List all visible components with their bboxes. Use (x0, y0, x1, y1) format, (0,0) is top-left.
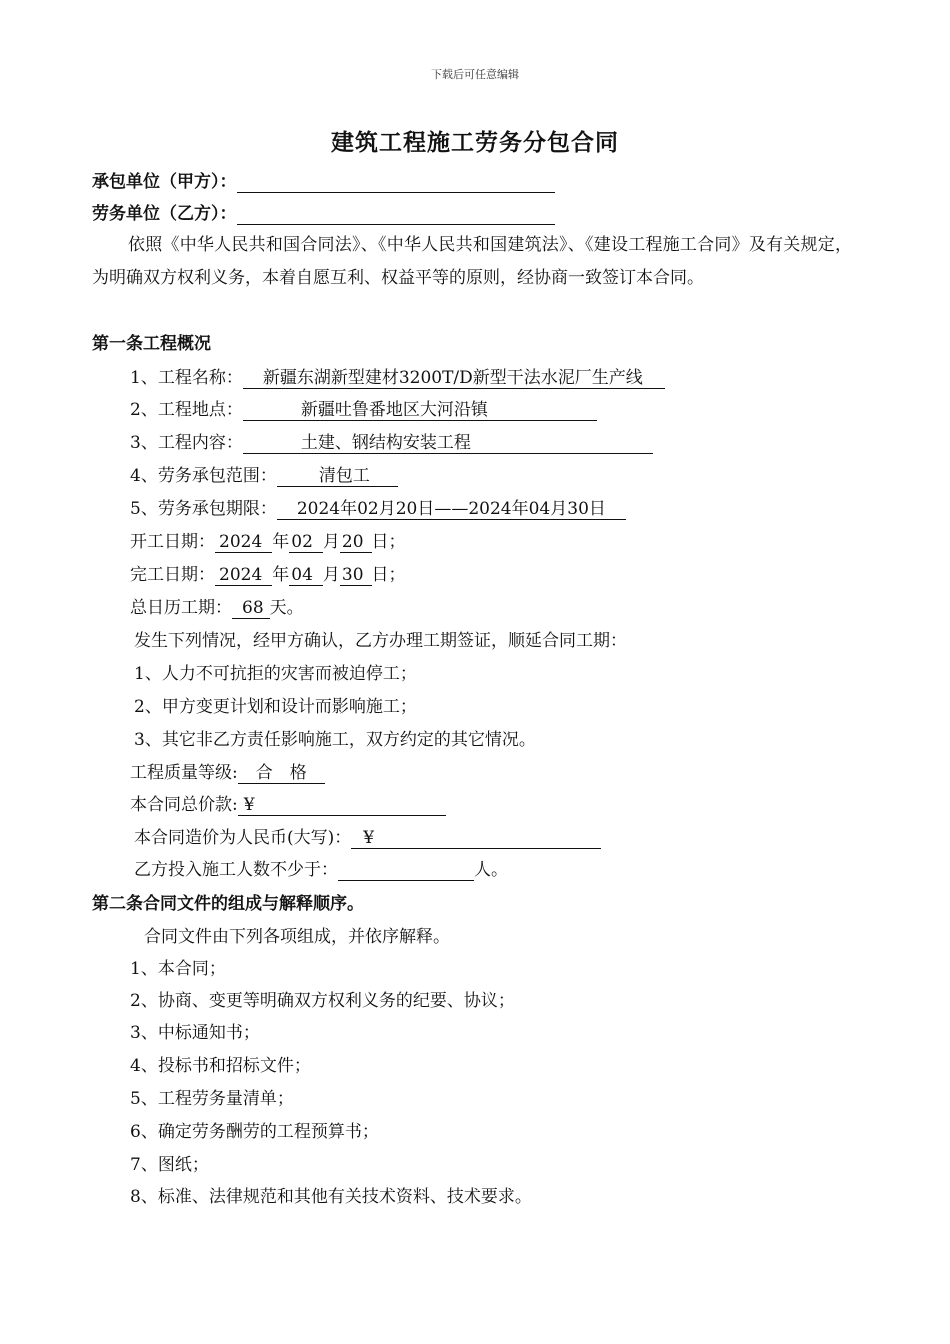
end-month: 04 (289, 565, 323, 586)
header-note: 下载后可任意编辑 (431, 68, 519, 81)
month-unit: 月 (322, 565, 340, 585)
price-words-value[interactable]: ¥ (351, 828, 601, 849)
month-unit: 月 (322, 532, 340, 552)
extension-intro: 发生下列情况，经甲方确认，乙方办理工期签证，顺延合同工期： (134, 631, 627, 651)
project-name-row (130, 366, 665, 390)
quality-row (130, 761, 325, 785)
price-words-label: 本合同造价为人民币(大写)： (134, 828, 352, 848)
list-item: 6、确定劳务酬劳的工程预算书； (130, 1122, 379, 1142)
party-b-row (92, 202, 555, 226)
project-site-label: 2、工程地点： (130, 400, 243, 420)
period-value: 2024年02月20日——2024年04月30日 (277, 499, 626, 520)
document-title: 建筑工程施工劳务分包合同 (331, 129, 619, 156)
total-price-row (130, 793, 446, 817)
party-b-label: 劳务单位（乙方）： (92, 204, 237, 224)
workers-unit: 人。 (474, 860, 508, 880)
total-days-row (130, 596, 304, 620)
total-days-label: 总日历工期： (130, 598, 232, 618)
party-a-row (92, 170, 555, 194)
section2-intro: 合同文件由下列各项组成，并依序解释。 (144, 927, 450, 947)
year-unit: 年 (272, 565, 290, 585)
workers-label: 乙方投入施工人数不少于： (134, 860, 338, 880)
scope-label: 4、劳务承包范围： (130, 466, 277, 486)
party-a-label: 承包单位（甲方）： (92, 172, 237, 192)
total-price-value[interactable]: ¥ (238, 795, 446, 816)
extension-item: 1、人力不可抗拒的灾害而被迫停工； (134, 664, 417, 684)
project-content-value: 土建、钢结构安装工程 (243, 433, 653, 454)
party-b-blank[interactable] (237, 204, 555, 225)
price-words-row (134, 826, 601, 850)
total-price-label: 本合同总价款: (130, 795, 238, 815)
project-name-label: 1、工程名称： (130, 368, 243, 388)
intro-paragraph: 依照《中华人民共和国合同法》、《中华人民共和国建筑法》、《建设工程施工合同》及有关规定，为明确双方权利义务，本着自愿互利、权益平等的原则，经协商一致签订本合同。 (92, 235, 852, 288)
day-unit: 日； (371, 532, 406, 552)
start-label: 开工日期： (130, 532, 215, 552)
party-a-blank[interactable] (237, 172, 555, 193)
start-day: 20 (340, 532, 372, 553)
quality-value: 合 格 (238, 763, 325, 784)
project-site-value: 新疆吐鲁番地区大河沿镇 (243, 400, 597, 421)
project-content-label: 3、工程内容： (130, 433, 243, 453)
end-date-row (130, 563, 406, 587)
start-date-row (130, 530, 406, 554)
list-item: 5、工程劳务量清单； (130, 1089, 294, 1109)
period-label: 5、劳务承包期限： (130, 499, 277, 519)
end-label: 完工日期： (130, 565, 215, 585)
section2-heading: 第二条合同文件的组成与解释顺序。 (92, 894, 364, 914)
list-item: 2、协商、变更等明确双方权利义务的纪要、协议； (130, 991, 515, 1011)
extension-item: 3、其它非乙方责任影响施工，双方约定的其它情况。 (134, 730, 536, 750)
start-year: 2024 (215, 532, 272, 553)
quality-label: 工程质量等级: (130, 763, 238, 783)
project-content-row (130, 431, 653, 455)
list-item: 3、中标通知书； (130, 1023, 260, 1043)
end-year: 2024 (215, 565, 272, 586)
scope-value: 清包工 (277, 466, 398, 487)
period-row (130, 497, 626, 521)
project-name-value: 新疆东湖新型建材3200T/D新型干法水泥厂生产线 (243, 368, 665, 389)
list-item: 8、标准、法律规范和其他有关技术资料、技术要求。 (130, 1187, 532, 1207)
list-item: 7、图纸； (130, 1155, 209, 1175)
project-site-row (130, 398, 597, 422)
total-days-value: 68 (232, 598, 270, 619)
scope-row (130, 464, 398, 488)
list-item: 4、投标书和招标文件； (130, 1056, 311, 1076)
list-item: 1、本合同； (130, 959, 226, 979)
start-month: 02 (289, 532, 323, 553)
section1-heading: 第一条工程概况 (92, 334, 211, 354)
end-day: 30 (340, 565, 372, 586)
year-unit: 年 (272, 532, 290, 552)
extension-item: 2、甲方变更计划和设计而影响施工； (134, 697, 417, 717)
workers-blank[interactable] (338, 860, 474, 881)
day-unit: 日； (371, 565, 406, 585)
workers-row (134, 858, 508, 882)
days-unit: 天。 (269, 598, 304, 618)
